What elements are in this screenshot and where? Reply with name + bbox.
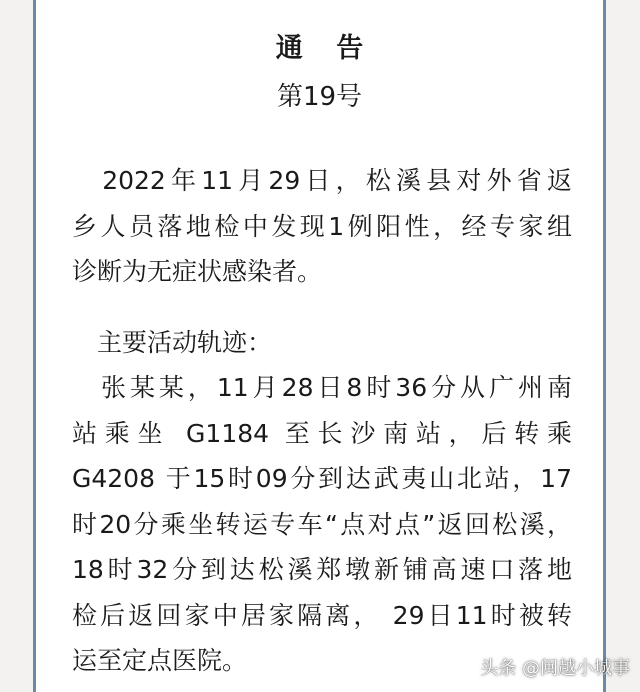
notice-sheet	[36, 0, 603, 692]
notice-title: 通 告	[275, 33, 376, 64]
right-frame-border	[603, 0, 606, 692]
paragraph-announcement	[72, 158, 572, 295]
paragraph-line: 检后返回家中居家隔离， 29日11时被转	[72, 600, 572, 630]
paragraph-line: G4208 于15时09分到达武夷山北站，17	[72, 464, 572, 493]
paragraph-line: 乡人员落地检中发现1例阳性，经专家组	[72, 211, 572, 241]
paragraph-trajectory	[72, 365, 572, 684]
paragraph-line: 张某某，11月28日8时36分从广州南	[72, 373, 572, 402]
paragraph-line: 运至定点医院。	[72, 646, 248, 675]
paragraph-line: 站乘坐 G1184 至长沙南站，后转乘	[72, 418, 572, 448]
paragraph-heading-trajectory	[72, 320, 572, 366]
section-heading: 主要活动轨迹：	[72, 328, 273, 357]
paragraph-line: 时20分乘坐转运专车“点对点”返回松溪，	[72, 509, 572, 539]
source-watermark: 头条 @闽越小城事	[480, 658, 630, 679]
paragraph-line: 诊断为无症状感染者。	[72, 257, 323, 286]
notice-number: 第19号	[276, 82, 363, 112]
paragraph-line: 18时32分到达松溪郑墩新铺高速口落地	[72, 555, 572, 584]
paragraph-line: 2022年11月29日，松溪县对外省返	[72, 166, 572, 195]
